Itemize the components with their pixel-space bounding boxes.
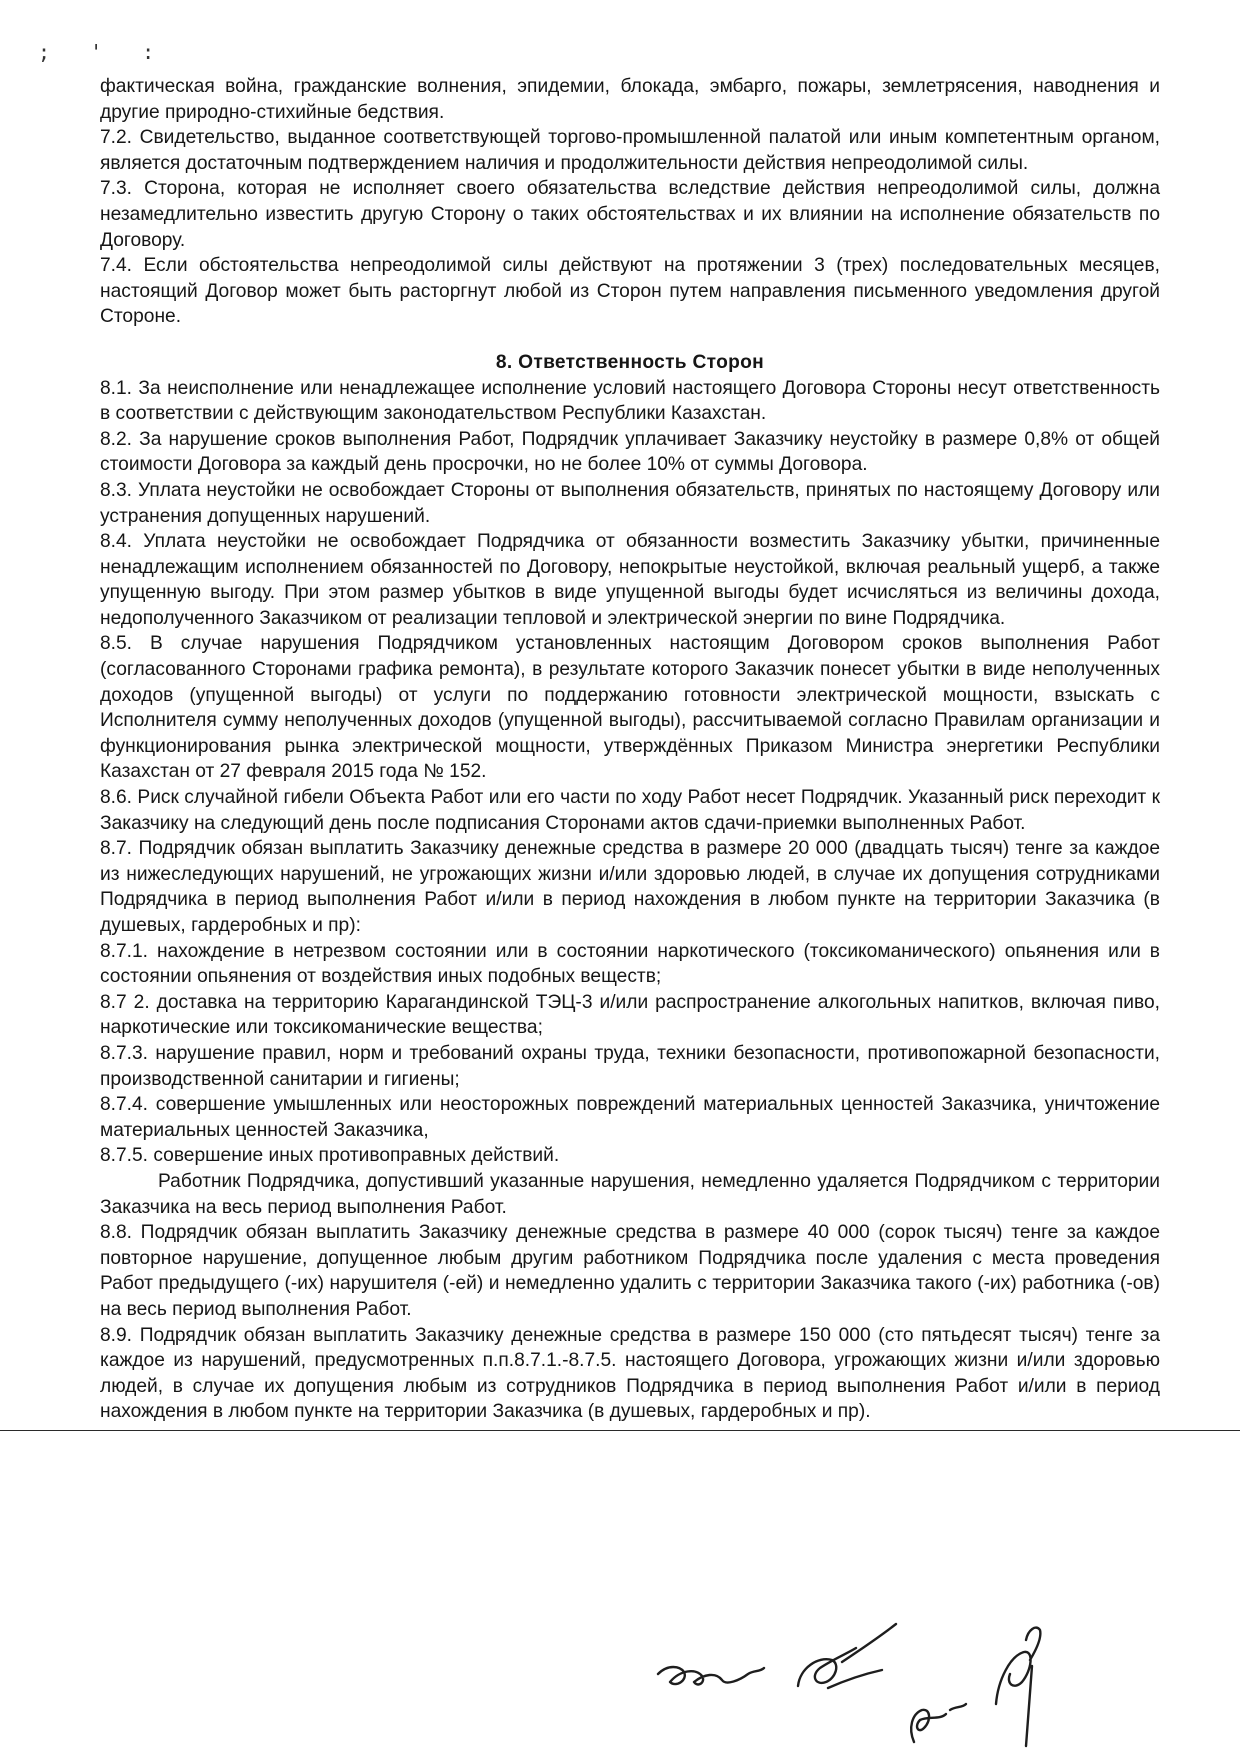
paragraph-7-3: 7.3. Сторона, которая не исполняет своего обязательства вследствие действия непреодолимой силы, должна незамедлительно известить другую Сторону о таких обстоятельствах и их влиянии на исполнение обязательств по Договору. bbox=[100, 178, 1160, 251]
paragraph-8-7: 8.7. Подрядчик обязан выплатить Заказчику денежные средства в размере 20 000 (двадцать тысяч) тенге за каждое из нижеследующих нарушений, не угрожающих жизни и/или здоровью людей, в случае их допущения сотрудниками Подрядчика в период выполнения Работ и/или в период нахождения в любом пункте на территории Заказчика (в душевых, гардеробных и пр): bbox=[100, 838, 1160, 936]
paragraph-8-2: 8.2. За нарушение сроков выполнения Работ, Подрядчик уплачивает Заказчику неустойку в размере 0,8% от общей стоимости Договора за каждый день просрочки, но не более 10% от суммы Договора. bbox=[100, 428, 1160, 476]
paragraph-8-7-1: 8.7.1. нахождение в нетрезвом состоянии или в состоянии наркотического (токсикоманического) опьянения или в состоянии опьянения от воздействия иных подобных веществ; bbox=[100, 940, 1160, 988]
section-heading: 8. Ответственность Сторон bbox=[495, 351, 765, 373]
paragraph-8-1: 8.1. За неисполнение или ненадлежащее исполнение условий настоящего Договора Стороны несут ответственность в соответствии с действующим законодательством Республики Казахстан. bbox=[100, 377, 1160, 425]
signature-2 bbox=[798, 1624, 896, 1688]
paragraph-7-2: 7.2. Свидетельство, выданное соответствующей торгово-промышленной палатой или иным компетентным органом, является достаточным подтверждением наличия и продолжительности действия непреодолимой силы. bbox=[100, 127, 1160, 174]
paragraph-8-9: 8.9. Подрядчик обязан выплатить Заказчику денежные средства в размере 150 000 (сто пятьдесят тысяч) тенге за каждое из нарушений, предусмотренных п.п.8.7.1.-8.7.5. настоящего Договора, угрожающих жизни и/или здоровью людей, в случае их допущения любым из сотрудников Подрядчика в период выполнения Работ и/или в период нахождения в любом пункте на территории Заказчика (в душевых, гардеробных и пр). bbox=[100, 1324, 1160, 1423]
paragraph-8-5: 8.5. В случае нарушения Подрядчиком установленных настоящим Договором сроков выполнения Работ (согласованного Сторонами графика ремонта), в результате которого Заказчик понесет убытки в виде неполученных доходов (упущенной выгоды) от услуги по поддержанию готовности электрической мощности, взыскать с Исполнителя сумму неполученных доходов (упущенной выгоды), рассчитываемой согласно Правилам организации и функционирования рынка электрической мощности, утверждённых Приказом Министра энергетики Республики Казахстан от 27 февраля 2015 года № 152. bbox=[100, 633, 1160, 783]
signature-3 bbox=[911, 1704, 966, 1742]
paragraph-8-6: 8.6. Риск случайной гибели Объекта Работ или его части по ходу Работ несет Подрядчик. Указанный риск переходит к Заказчику на следующий день после подписания Сторонами актов сдачи-приемки выполненных Работ. bbox=[100, 787, 1160, 834]
scan-corner-marks: ; ' : bbox=[38, 40, 169, 64]
contract-text bbox=[100, 74, 1160, 1425]
paragraph-8-3: 8.3. Уплата неустойки не освобождает Стороны от выполнения обязательств, принятых по настоящему Договору или устранения допущенных нарушений. bbox=[100, 479, 1160, 527]
paragraph-8-7-4: 8.7.4. совершение умышленных или неосторожных повреждений материальных ценностей Заказчика, уничтожение материальных ценностей Заказчика, bbox=[100, 1094, 1160, 1141]
horizontal-rule-line bbox=[0, 1430, 1240, 1431]
signature-1 bbox=[658, 1667, 764, 1684]
paragraph-8-7-2: 8.7 2. доставка на территорию Карагандинской ТЭЦ-3 и/или распространение алкогольных напитков, включая пиво, наркотические или токсикоманические вещества; bbox=[100, 991, 1160, 1039]
paragraph-7-1-continued: фактическая война, гражданские волнения, эпидемии, блокада, эмбарго, пожары, землетрясения, наводнения и другие природно-стихийные бедствия. bbox=[100, 76, 1160, 123]
paragraph-7-4: 7.4. Если обстоятельства непреодолимой силы действуют на протяжении 3 (трех) последовательных месяцев, настоящий Договор может быть расторгнут любой из Сторон путем направления письменного уведомления другой Стороне. bbox=[100, 255, 1160, 328]
paragraph-8-7-3: 8.7.3. нарушение правил, норм и требований охраны труда, техники безопасности, противопожарной безопасности, производственной санитарии и гигиены; bbox=[100, 1042, 1160, 1090]
signature-4 bbox=[996, 1628, 1040, 1746]
paragraph-worker-removal: Работник Подрядчика, допустивший указанные нарушения, немедленно удаляется Подрядчиком с территории Заказчика на весь период выполнения Работ. bbox=[100, 1170, 1160, 1218]
paragraph-8-8: 8.8. Подрядчик обязан выплатить Заказчику денежные средства в размере 40 000 (сорок тысяч) тенге за каждое повторное нарушение, допущенное любым другим работником Подрядчика после удаления с места проведения Работ предыдущего (-их) нарушителя (-ей) и немедленно удалить с территории Заказчика такого (-их) работника (-ов) на весь период выполнения Работ. bbox=[100, 1222, 1160, 1320]
paragraph-8-4: 8.4. Уплата неустойки не освобождает Подрядчика от обязанности возместить Заказчику убытки, причиненные ненадлежащим исполнением обязанностей по Договору, непокрытые неустойкой, включая реальный ущерб, а также упущенную выгоду. При этом размер убытков в виде упущенной выгоды будет исчисляться из величины дохода, недополученного Заказчиком от реализации тепловой и электрической энергии по вине Подрядчика. bbox=[100, 531, 1160, 629]
paragraph-8-7-5: 8.7.5. совершение иных противоправных действий. bbox=[100, 1145, 560, 1167]
handwritten-signatures bbox=[650, 1610, 1210, 1750]
